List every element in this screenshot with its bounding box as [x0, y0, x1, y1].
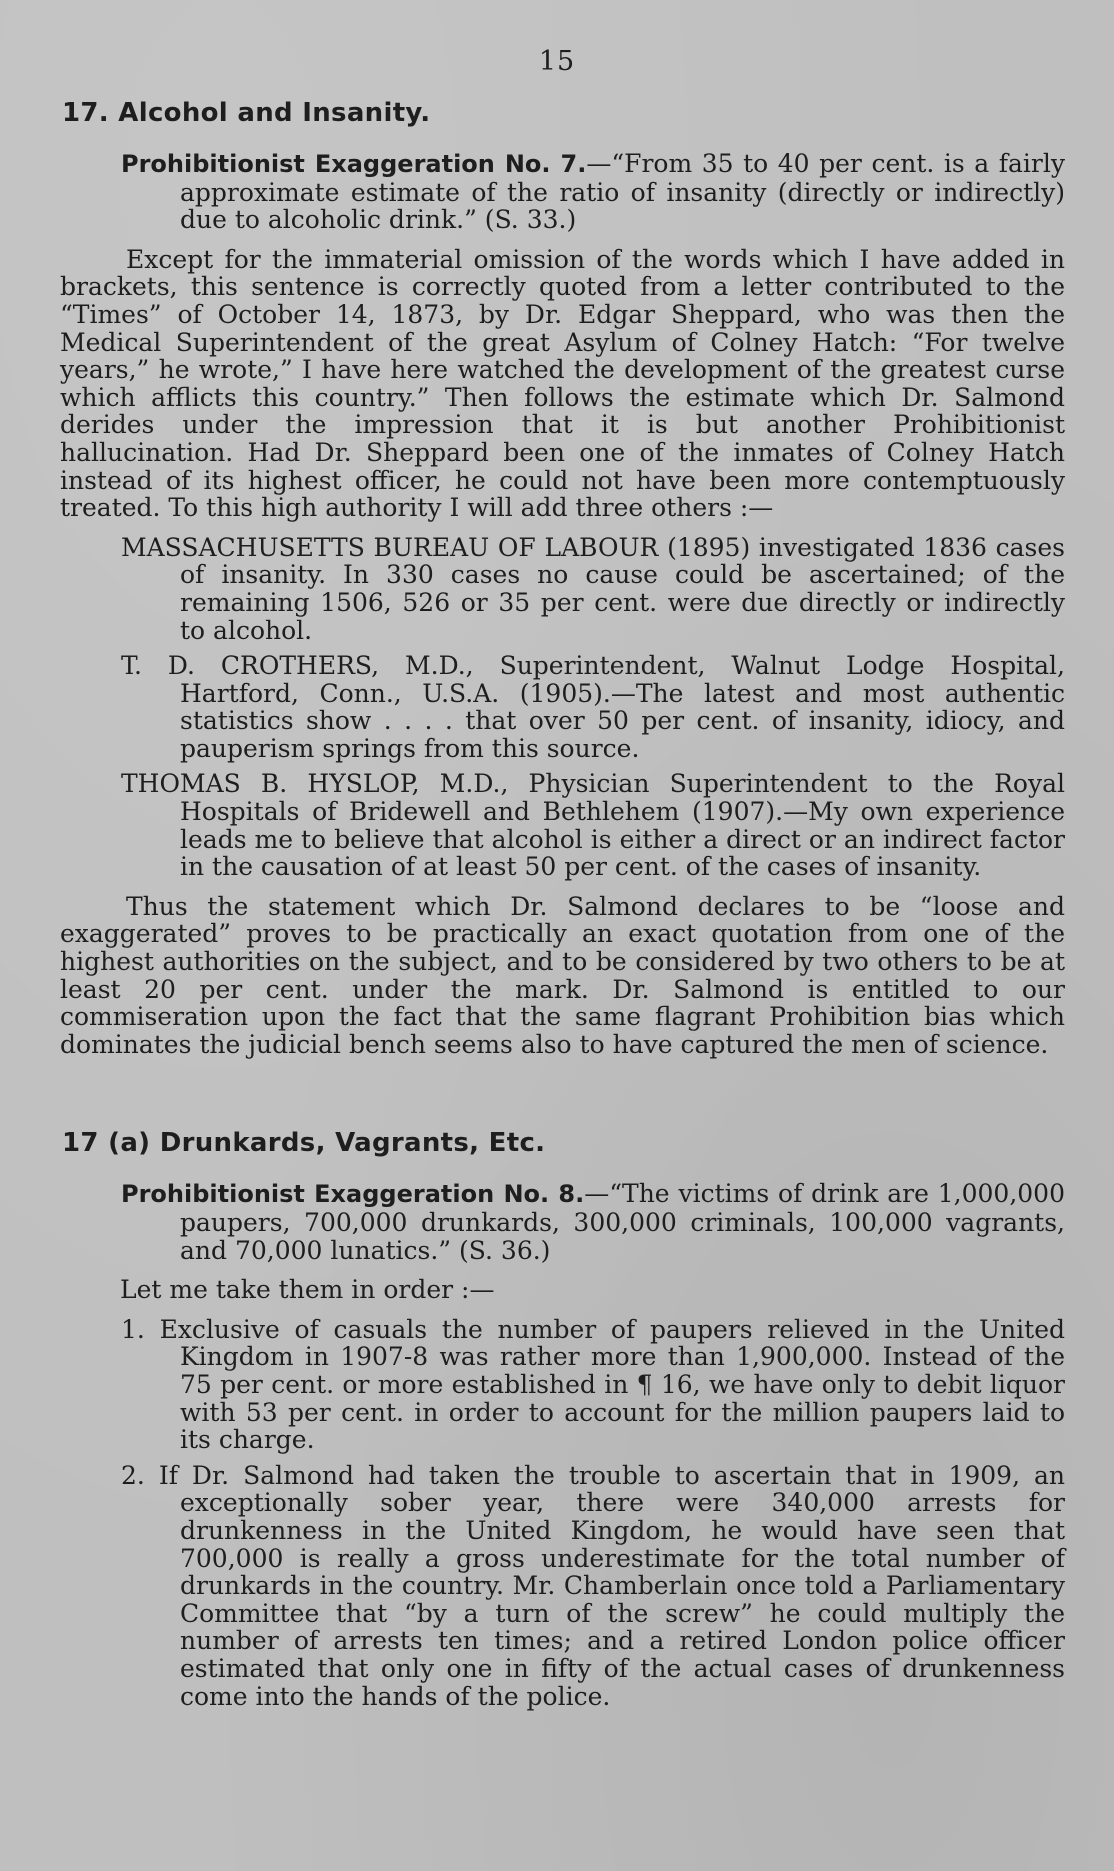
paragraph-conclusion: Thus the statement which Dr. Salmond declares to be “loose and exaggerated” proves to be practically an exact quotation from one of the highest authorities on the subject, and to be considered by two others to be at least 20 per cent. under the mark. Dr. Salmond is entitled to our commiseration upon the fact that the same flagrant Prohibition bias which dominates the judicial bench seems also to have captured the men of science. — [60, 891, 1065, 1059]
exaggeration-7 — [60, 150, 1065, 234]
list-item-paupers: 1. Exclusive of casuals the number of paupers relieved in the United Kingdom in 1907-8 was rather more than 1,900,000. Instead of the 75 per cent. or more established in ¶ 16, we have only to debit liquor with 53 per cent. in order to account for the million paupers laid to its charge. — [121, 1314, 1065, 1455]
list-item-drunkards: 2. If Dr. Salmond had taken the trouble to ascertain that in 1909, an exceptionally sober year, there were 340,000 arrests for drunkenness in the United Kingdom, he would have seen that 700,000 is really a gross underestimate for the total number of drunkards in the country. Mr. Chamberlain once told a Parliamentary Committee that “by a turn of the screw” he could multiply the number of arrests ten times; and a retired London police officer estimated that only one in fifty of the actual cases of drunkenness come into the hands of the police. — [121, 1460, 1065, 1711]
authority-massachusetts: MASSACHUSETTS BUREAU OF LABOUR (1895) investigated 1836 cases of insanity. In 330 cases no cause could be ascertained; of the remaining 1506, 526 or 35 per cent. were due directly or indirectly to alcohol. — [121, 532, 1065, 645]
authorities-list — [60, 534, 1065, 881]
paragraph-sheppard: Except for the immaterial omission of the words which I have added in brackets, this sentence is correctly quoted from a letter contributed to the “Times” of October 14, 1873, by Dr. Edgar Sheppard, who was then the Medical Superintendent of the great Asylum of Colney Hatch: “For twelve years,” he wrote,” I have here watched the development of the greatest curse which afflicts this country.” Then follows the estimate which Dr. Salmond derides under the impression that it is but another Prohibitionist hallucination. Had Dr. Sheppard been one of the inmates of Colney Hatch instead of its highest officer, he could not have been more contemptuously treated. To this high authority I will add three others :— — [60, 244, 1065, 523]
section-heading-drunkards: 17 (a) Drunkards, Vagrants, Etc. — [62, 1128, 546, 1159]
numbered-list — [60, 1316, 1065, 1710]
authority-hyslop: THOMAS B. HYSLOP, M.D., Physician Superintendent to the Royal Hospitals of Bridewell and Bethlehem (1907).—My own experience leads me to believe that alcohol is either a direct or an indirect factor in the causation of at least 50 per cent. of the cases of insanity. — [121, 769, 1065, 882]
exaggeration-quote: —“From 35 to 40 per cent. is a fairly approximate estimate of the ratio of insanity (directly or indirectly) due to alcoholic drink.” (S. 33.) — [180, 149, 1065, 235]
section-heading-alcohol-insanity: 17. Alcohol and Insanity. — [62, 98, 431, 128]
exaggeration-label: Prohibitionist Exaggeration No. 8. — [121, 1180, 585, 1209]
authority-crothers: T. D. CROTHERS, M.D., Superintendent, Walnut Lodge Hospital, Hartford, Conn., U.S.A. (1905).—The latest and most authentic statistics show . . . . that over 50 per cent. of insanity, idiocy, and pauperism springs from this source. — [121, 651, 1065, 763]
page-number: 15 — [538, 46, 576, 77]
page-content — [60, 98, 1065, 1722]
intro-line: Let me take them in order :— — [120, 1275, 495, 1305]
exaggeration-label: Prohibitionist Exaggeration No. 7. — [121, 150, 587, 178]
exaggeration-quote: —“The victims of drink are 1,000,000 paupers, 700,000 drunkards, 300,000 criminals, 100,000 vagrants, and 70,000 lunatics.” (S. 36.) — [180, 1179, 1065, 1265]
exaggeration-8 — [60, 1180, 1065, 1264]
